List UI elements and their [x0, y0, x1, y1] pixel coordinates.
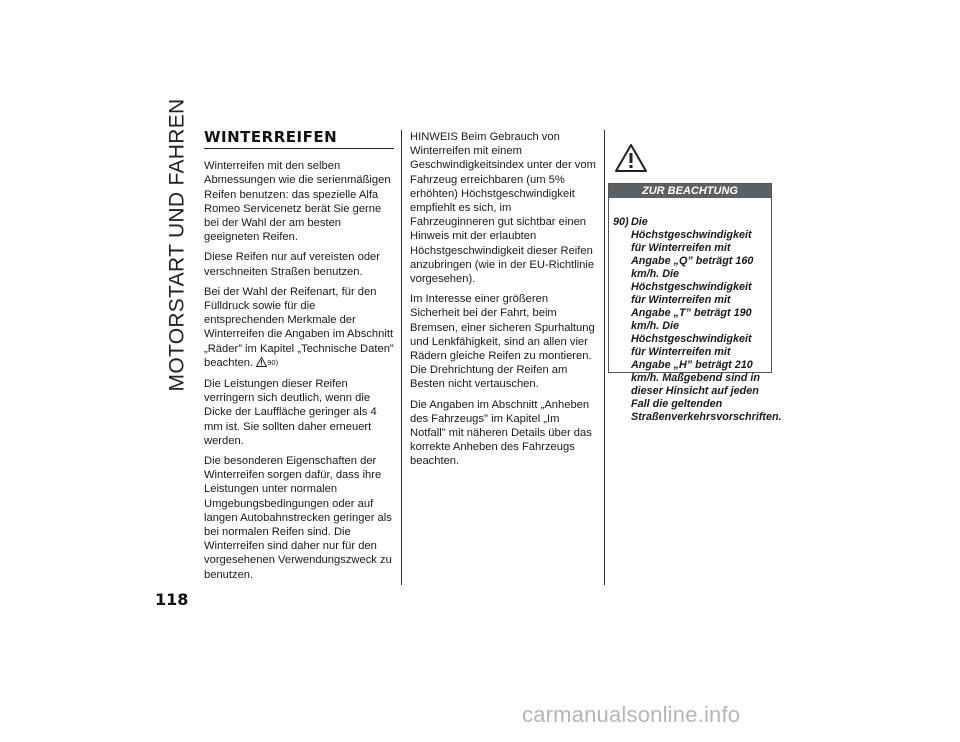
warning-triangle-icon [256, 357, 267, 371]
warning-box [608, 183, 782, 423]
watermark: carmanualsonline.info [522, 702, 741, 727]
warning-triangle-icon [614, 143, 648, 178]
text-column-2 [410, 130, 598, 475]
paragraph: Winterreifen mit den selben Abmessungen wie die serienmäßigen Reifen benutzen: das spezielle Alfa Romeo Servicenetz berät Sie gerne bei der Wahl der am besten geeigneten Reifen. [204, 160, 391, 244]
column-divider [401, 130, 402, 585]
chapter-side-title [152, 98, 202, 392]
warning-title: ZUR BEACHTUNG [609, 184, 771, 198]
warning-text: Die Höchstgeschwindigkeit für Winterreifen mit Angabe „Q” beträgt 160 km/h. Die Höchstgeschwindigkeit für Winterreifen mit Angabe „T” beträgt 190 km/h. Die Höchstgeschwindigkeit für Winterreifen mit Angabe „H” beträgt 210 km/h. Maßgebend sind in dieser Hinsicht auf jeden Fall die geltenden Straßenverkehrsvorschriften. [631, 216, 782, 423]
section-heading: WINTERREIFEN [204, 130, 394, 149]
paragraph: Die besonderen Eigenschaften der Winterreifen sorgen dafür, dass ihre Leistungen unter normalen Umgebungsbedingungen oder auf langen Autobahnstrecken geringer als bei normalen Reifen sind. Die Winterreifen sind daher nur für den vorgesehenen Verwendungszweck zu benutzen. [204, 455, 392, 581]
text-column-1 [204, 130, 394, 588]
paragraph-with-warning-ref [204, 285, 394, 371]
paragraph-text: Bei der Wahl der Reifenart, für den Fülldruck sowie für die entsprechenden Merkmale der Winterreifen die Angaben im Abschnitt „Räder” im Kapitel „Technische Daten” beachten. [204, 285, 394, 369]
chapter-side-title-text: MOTORSTART UND FAHREN [165, 98, 188, 392]
paragraph: Die Angaben im Abschnitt „Anheben des Fahrzeugs" im Kapitel „Im Notfall" mit näheren Details über das korrekte Anheben des Fahrzeugs beachten. [410, 398, 592, 468]
warning-number: 90) [613, 216, 629, 228]
warning-reference: 90) [267, 357, 279, 367]
paragraph: Im Interesse einer größeren Sicherheit bei der Fahrt, beim Bremsen, einer sicheren Spurhaltung und Lenkfähigkeit, sind an allen vier Rädern gleiche Reifen zu montieren. Die Drehrichtung der Reifen am Besten nicht vertauschen. [410, 293, 595, 391]
column-divider [604, 130, 605, 585]
paragraph: Diese Reifen nur auf vereisten oder verschneiten Straßen benutzen. [204, 251, 380, 278]
paragraph: Die Leistungen dieser Reifen verringern sich deutlich, wenn die Dicke der Lauffläche geringer als 4 mm ist. Sie sollten daher erneuert werden. [204, 378, 377, 447]
warning-content [609, 198, 782, 424]
paragraph: HINWEIS Beim Gebrauch von Winterreifen mit einem Geschwindigkeitsindex unter der vom Fahrzeug erreichbaren (um 5% erhöhten) Höchstgeschwindigkeit empfiehlt es sich, im Fahrzeuginneren gut sichtbar einen Hinweis mit der erlaubten Höchstgeschwindigkeit dieser Reifen anzubringen (wie in der EU-Richtlinie vorgesehen). [410, 131, 596, 286]
page-number: 118 [155, 590, 189, 609]
